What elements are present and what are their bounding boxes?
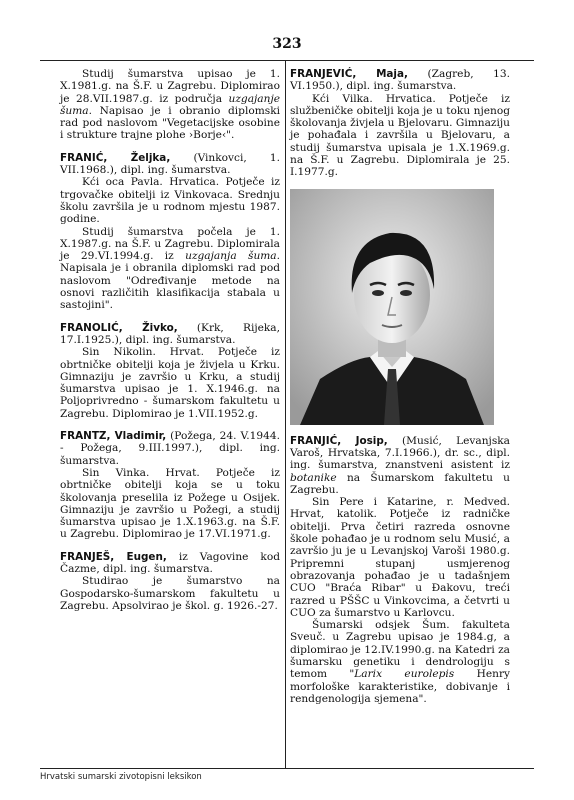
paragraph-text: Henry morfološke karakteristike, dobivanje i rendgenologija sjemena". bbox=[290, 668, 510, 705]
entry-frantz bbox=[60, 430, 280, 541]
entry-continued bbox=[60, 68, 280, 142]
entry-paragraph bbox=[290, 619, 510, 705]
paragraph-text: . Napisao je i obranio diplomski rad pod naslovom "Vegetacijske osobine i strukture trajne plohe ›Borje‹". bbox=[60, 104, 280, 142]
entry-name: FRANIĆ, Željka, bbox=[60, 151, 171, 164]
entry-name: FRANJIĆ, Josip, bbox=[290, 434, 388, 447]
entry-header-text: (Vinkovci, 1. VII.1968.), dipl. ing. šumarstva. bbox=[60, 151, 280, 177]
paragraph-text: . Napisala je i obranila diplomski rad pod naslovom "Određivanje metode na osnovi različitih klasifikacija stabala u sastojini". bbox=[60, 250, 280, 312]
entry-paragraph: Kći oca Pavla. Hrvatica. Potječe iz trgovačke obitelji iz Vinkovaca. Srednju školu završila je u rodnom mjestu 1987. godine. bbox=[60, 176, 280, 226]
entry-paragraph: Studirao je šumarstvo na Gospodarsko-šumarskom fakultetu u Zagrebu. Apsolvirao je škol. g. 1926.-27. bbox=[60, 575, 280, 612]
entry-paragraph: Sin Pere i Katarine, r. Medved. Hrvat, katolik. Potječe iz radničke obitelji. Prva četiri razreda osnovne škole pohađao je u rodnom selu Musić, a završio ju je u Levanjskoj Varoši 1980.g. Pripremni stupanj usmjerenog obrazovanja pohađao je u tadašnjem CUO "Braća Ribar" u Đakovu, treći razred u PŠŠC u Vinkovcima, a četvrti u CUO za šumarstvo u Karlovcu. bbox=[290, 496, 510, 619]
footer-text: Hrvatski sumarski zivotopisni leksikon bbox=[40, 772, 202, 782]
footer-rule bbox=[40, 768, 534, 769]
header-rule bbox=[40, 60, 534, 61]
entry-name: FRANTZ, Vladimir, bbox=[60, 430, 167, 443]
entry-franjevic bbox=[290, 68, 510, 179]
paragraph-text: Studij šumarstva upisao je 1. X.1981.g. na Š.F. u Zagrebu. Diplomirao je 28.VII.1987.g. iz područja bbox=[60, 68, 280, 105]
column-divider bbox=[285, 60, 286, 768]
entry-name: FRANOLIĆ, Živko, bbox=[60, 321, 178, 334]
paragraph-italic: Larix eurolepis bbox=[354, 668, 455, 681]
entry-header bbox=[290, 435, 510, 496]
entry-paragraph: Sin Nikolin. Hrvat. Potječe iz obrtničke obitelji koja je živjela u Krku. Gimnaziju je završio u Krku, a studij šumarstva upisao je 1. X.1946.g. na Poljoprivredno - šumarskom fakultetu u Zagrebu. Diplomirao je 1.VII.1952.g. bbox=[60, 346, 280, 420]
entry-franjes bbox=[60, 551, 280, 612]
left-column bbox=[60, 68, 280, 622]
entry-franolic bbox=[60, 322, 280, 420]
paragraph-italic: uzgajanje šuma bbox=[60, 92, 280, 117]
paragraph-text: Šumarski odsjek Šum. fakulteta Sveuč. u Zagrebu upisao je 1984.g, a diplomirao je 12.IV.1990.g. na Katedri za šumarsku genetiku i dendrologiju s temom " bbox=[290, 619, 511, 681]
paragraph-italic: uzgajanja šuma bbox=[185, 250, 277, 263]
entry-header-text: iz Vagovine kod Čazme, dipl. ing. šumarstva. bbox=[60, 550, 280, 575]
entry-franjic bbox=[290, 435, 510, 706]
entry-header-text: (Požega, 24. V.1944. - Požega, 9.III.1997.), dipl. ing. šumarstva. bbox=[60, 430, 280, 467]
entry-name: FRANJEVIĆ, Maja, bbox=[290, 68, 408, 80]
entry-header-text: (Zagreb, 13. VI.1950.), dipl. ing. šumarstva. bbox=[290, 68, 510, 93]
entry-header bbox=[60, 551, 280, 576]
entry-header-text: (Krk, Rijeka, 17.I.1925.), dipl. ing. šumarstva. bbox=[60, 321, 280, 346]
entry-header-text: (Musić, Levanjska Varoš, Hrvatska, 7.I.1966.), dr. sc., dipl. ing. šumarstva, znanstveni asistent iz bbox=[290, 434, 510, 472]
entry-paragraph bbox=[60, 226, 280, 312]
paragraph-italic: botanike bbox=[290, 471, 337, 484]
portrait-photo bbox=[290, 189, 494, 425]
entry-paragraph: Sin Vinka. Hrvat. Potječe iz obrtničke obitelji koja se u toku školovanja preselila iz Požege u Osijek. Gimnaziju je završio u Požegi, a studij šumarstva upisao je 1.X.1963.g. na Š.F. u Zagrebu. Diplomirao je 17.VI.1971.g. bbox=[60, 466, 280, 541]
entry-header bbox=[60, 152, 280, 177]
right-column bbox=[290, 68, 510, 715]
entry-paragraph: Kći Vilka. Hrvatica. Potječe iz službeničke obitelji koja je u toku njenog školovanja živjela u Bjelovaru. Gimnaziju je pohađala i završila u Bjelovaru, a studij šumarstva upisala je 1.X.1969.g. na Š.F. u Zagrebu. Diplomirala je 25. I.1977.g. bbox=[290, 92, 511, 179]
entry-header bbox=[290, 68, 510, 93]
entry-paragraph bbox=[60, 68, 280, 142]
entry-name: FRANJEŠ, Eugen, bbox=[60, 550, 167, 563]
entry-header bbox=[60, 430, 280, 467]
entry-header bbox=[60, 322, 280, 347]
entry-franic bbox=[60, 152, 280, 312]
entry-header-text: na Šumarskom fakultetu u Zagrebu. bbox=[290, 471, 511, 496]
page-number: 323 bbox=[272, 36, 302, 52]
paragraph-text: Studij šumarstva počela je 1. X.1987.g. na Š.F. u Zagrebu. Diplomirala je 29.VI.1994.g. iz bbox=[60, 225, 280, 263]
